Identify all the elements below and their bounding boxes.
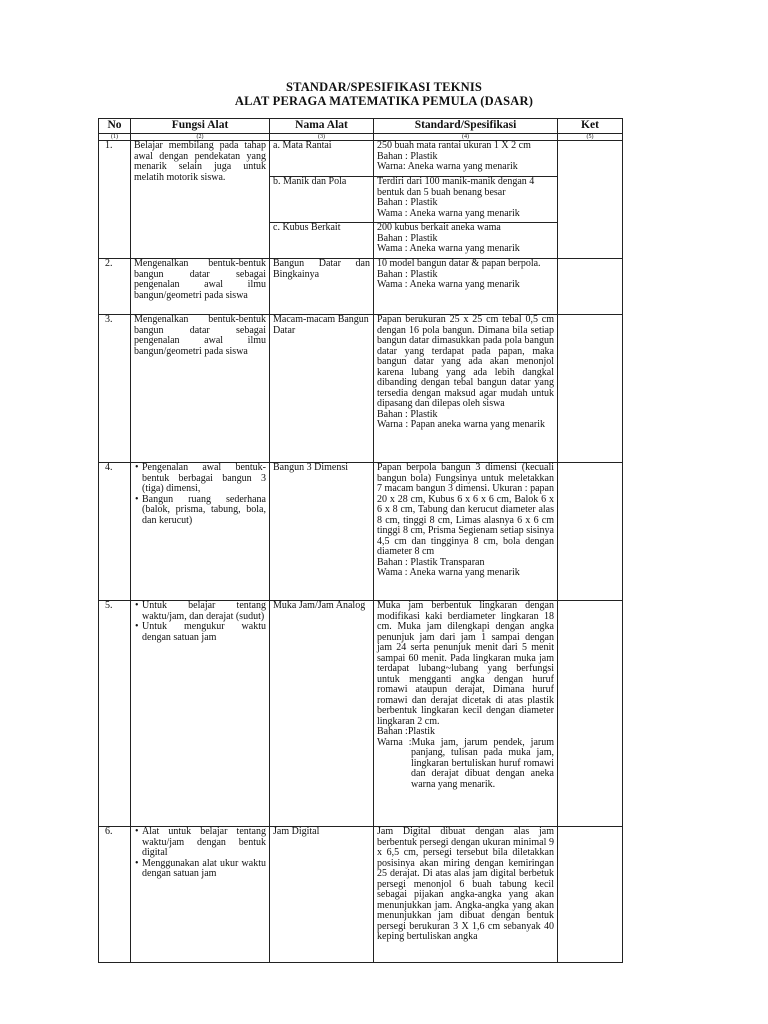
list-item: • Untuk mengukur waktu dengan satuan jam: [142, 622, 266, 643]
row-fungsi: [131, 601, 270, 827]
row-fungsi: Mengenalkan bentuk-bentuk bangun datar sebagai pengenalan awal ilmu bangun/geometri pada siswa: [131, 259, 270, 315]
row-spesifikasi: Papan berpola bangun 3 dimensi (kecuali bangun bola) Fungsinya untuk meletakkan 7 macam bangun 3 dimensi. Ukuran : papan 20 x 28 cm, Kubus 6 x 6 x 6 cm, Balok 6 x 6 x 8 cm, Tabung dan kerucut diameter alas 8 cm, tinggi 8 cm, Limas alasnya 6 x 6 cm tinggi 8 cm, Prisma Segienam setiap sisinya 4,5 cm dan tingginya 8 cm, bola dengan diameter 8 cm Bahan : Plastik Transparan Wama : Aneka warna yang menarik: [374, 463, 558, 601]
header-spesifikasi: Standard/Spesifikasi: [374, 119, 558, 134]
row-number: 5.: [99, 601, 131, 827]
row-ket: [558, 259, 623, 315]
row-nama: Macam-macam Bangun Datar: [270, 315, 374, 463]
row-fungsi: [131, 463, 270, 601]
spesifikasi-warna: Warna :Muka jam, jarum pendek, jarum panjang, tulisan pada muka jam, lingkaran bertuliskan huruf romawi dan derajat dibuat dengan aneka warna yang menarik.: [377, 736, 554, 790]
row-spesifikasi: [374, 601, 558, 827]
list-item: • Menggunakan alat ukur waktu dengan satuan jam: [142, 859, 266, 880]
table-row: [99, 141, 623, 177]
list-item: • Bangun ruang sederhana (balok, prisma, tabung, bola, dan kerucut): [142, 495, 266, 527]
header-nama: Nama Alat: [270, 119, 374, 134]
column-number: (2): [131, 134, 270, 141]
row-spesifikasi: 250 buah mata rantai ukuran 1 X 2 cm Bahan : Plastik Warna: Aneka warna yang menarik: [374, 141, 558, 177]
row-number: 6.: [99, 827, 131, 963]
row-ket: [558, 463, 623, 601]
header-ket: Ket: [558, 119, 623, 134]
column-number: (4): [374, 134, 558, 141]
table-header-row: [99, 119, 623, 134]
table-row: [99, 315, 623, 463]
row-ket: [558, 141, 623, 259]
row-nama: c. Kubus Berkait: [270, 223, 374, 259]
row-nama: Bangun Datar dan Bingkainya: [270, 259, 374, 315]
specification-table: [98, 118, 623, 963]
row-fungsi: Belajar membilang pada tahap awal dengan pendekatan yang menarik selain juga untuk melatih motorik siswa.: [131, 141, 270, 259]
row-spesifikasi: Papan berukuran 25 x 25 cm tebal 0,5 cm dengan 16 pola bangun. Dimana bila setiap bangun datar dimasukkan pada pola bangun datar yang terdapat pada papan, maka bangun datar yang ada akan menonjol karena lubang yang ada lebih dangkal dibanding dengan tebal bangun datar yang tersedia dengan maksud agar mudah untuk dipasang dan dilepas oleh siswa Bahan : Plastik Warna : Papan aneka warna yang menarik: [374, 315, 558, 463]
row-number: 4.: [99, 463, 131, 601]
header-fungsi: Fungsi Alat: [131, 119, 270, 134]
column-number: (1): [99, 134, 131, 141]
fungsi-list: [134, 827, 266, 880]
row-spesifikasi: 10 model bangun datar & papan berpola. Bahan : Plastik Wama : Aneka warna yang menarik: [374, 259, 558, 315]
row-nama: Bangun 3 Dimensi: [270, 463, 374, 601]
row-nama: Muka Jam/Jam Analog: [270, 601, 374, 827]
row-spesifikasi: 200 kubus berkait aneka wama Bahan : Plastik Wama : Aneka warna yang menarik: [374, 223, 558, 259]
row-fungsi: [131, 827, 270, 963]
row-ket: [558, 315, 623, 463]
column-number: (5): [558, 134, 623, 141]
row-number: 2.: [99, 259, 131, 315]
table-row: [99, 259, 623, 315]
table-row: [99, 601, 623, 827]
header-no: No: [99, 119, 131, 134]
row-ket: [558, 601, 623, 827]
document-subtitle: ALAT PERAGA MATEMATIKA PEMULA (DASAR): [234, 94, 534, 108]
fungsi-list: [134, 463, 266, 526]
table-row: [99, 827, 623, 963]
row-nama: Jam Digital: [270, 827, 374, 963]
row-fungsi: Mengenalkan bentuk-bentuk bangun datar sebagai pengenalan awal ilmu bangun/geometri pada siswa: [131, 315, 270, 463]
list-item: • Pengenalan awal bentuk-bentuk berbagai bangun 3 (tiga) dimensi,: [142, 463, 266, 495]
row-number: 3.: [99, 315, 131, 463]
row-spesifikasi: Terdiri dari 100 manik-manik dengan 4 bentuk dan 5 buah benang besar Bahan : Plastik Wama : Aneka warna yang menarik: [374, 177, 558, 223]
table-row: [99, 463, 623, 601]
row-ket: [558, 827, 623, 963]
row-number: 1.: [99, 141, 131, 259]
document-title: STANDAR/SPESIFIKASI TEKNIS: [285, 80, 483, 94]
row-nama: a. Mata Rantai: [270, 141, 374, 177]
list-item: • Alat untuk belajar tentang waktu/jam dengan bentuk digital: [142, 827, 266, 859]
column-number: (3): [270, 134, 374, 141]
row-spesifikasi: Jam Digital dibuat dengan alas jam berbentuk persegi dengan ukuran minimal 9 x 6,5 cm, persegi tersebut bila diletakkan posisinya akan miring dengan kemiringan 25 derajat. Di atas alas jam digital berbetuk persegi menonjol 6 buah tabung kecil sebagai pijakan angka-angka yang akan menunjukkan jam. Angka-angka yang akan menunjukkan jam dibuat dengan bentuk persegi berukuran 3 X 1,6 cm sebanyak 40 keping bertuliskan angka: [374, 827, 558, 963]
fungsi-list: [134, 601, 266, 643]
row-nama: b. Manik dan Pola: [270, 177, 374, 223]
spesifikasi-text: Muka jam berbentuk lingkaran dengan modifikasi kaki berdiameter lingkaran 18 cm. Muka jam dilengkapi dengan angka penunjuk jam dari jam 1 sampai dengan jam 24 serta penunjuk menit dari 5 menit sampai 60 menit. Pada lingkaran muka jam terdapat lubang~lubang yang berfungsi untuk mengganti angka dengan huruf romawi ataupun derajat, Dimana huruf romawi dan derajat dicetak di atas plastik berbentuk lingkaran kecil dengan diameter lingkaran 2 cm. Bahan :Plastik: [377, 600, 554, 737]
list-item: • Untuk belajar tentang waktu/jam, dan derajat (sudut): [142, 601, 266, 622]
